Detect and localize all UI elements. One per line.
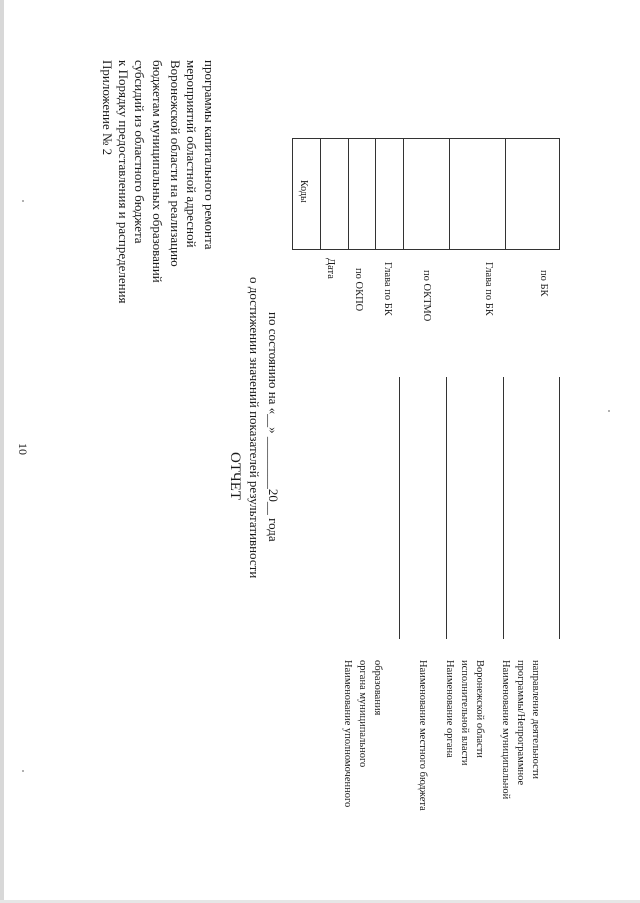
fill-line [446, 377, 447, 639]
codes-column-divider [403, 139, 404, 250]
scan-speck [22, 770, 24, 772]
field-label-authority-3: образования [372, 660, 383, 716]
appendix-line-1: Приложение № 2 [100, 60, 115, 156]
report-title: ОТЧЕТ [227, 452, 243, 501]
field-label-executive-1: Наименование органа [444, 660, 455, 758]
appendix-line-7: программы капитального ремонта [202, 60, 217, 250]
field-label-program-3: направление деятельности [530, 660, 541, 780]
code-label-glava-bk-2: Глава по БК [483, 262, 494, 316]
appendix-line-2: к Порядку предоставления и распределения [116, 60, 131, 304]
codes-table [292, 138, 560, 250]
field-label-executive-2: исполнительной власти [459, 660, 470, 766]
report-subtitle: о достижении значений показателей результативности [247, 277, 262, 579]
fill-line [559, 377, 560, 639]
field-label-local-budget: Наименование местного бюджета [417, 660, 428, 811]
code-label-oktmo: по ОКТМО [421, 270, 432, 322]
field-label-authority-1: Наименование уполномоченного [342, 660, 353, 808]
fill-line [399, 377, 400, 639]
appendix-line-6: мероприятий областной адресной [184, 60, 199, 248]
scan-speck [22, 200, 24, 202]
field-label-authority-2: органа муниципального [357, 660, 368, 768]
codes-column-divider [505, 139, 506, 250]
appendix-line-5: Воронежской области на реализацию [168, 60, 183, 267]
field-label-program-2: программы/Непрограммное [515, 660, 526, 786]
scan-edge [0, 0, 4, 903]
appendix-line-4: бюджетам муниципальных образований [150, 60, 165, 283]
scan-speck [608, 410, 610, 412]
code-label-date: Дата [325, 258, 336, 279]
codes-column-divider [348, 139, 349, 250]
code-label-glava-bk-1: Глава по БК [382, 262, 393, 316]
codes-column-divider [449, 139, 450, 250]
codes-column-divider [375, 139, 376, 250]
codes-column-divider [320, 139, 321, 250]
report-date-line: по состоянию на «__» ________20__ года [266, 312, 281, 542]
appendix-line-3: субсидий из областного бюджета [132, 60, 147, 244]
codes-header: Коды [298, 180, 309, 203]
code-label-okpo: по ОКПО [353, 268, 364, 312]
field-label-program-1: Наименование муниципальной [500, 660, 511, 800]
field-label-executive-3: Воронежской области [474, 660, 485, 758]
page-number: 10 [16, 443, 30, 455]
fill-line [503, 377, 504, 639]
code-label-bk: по БК [538, 270, 549, 297]
